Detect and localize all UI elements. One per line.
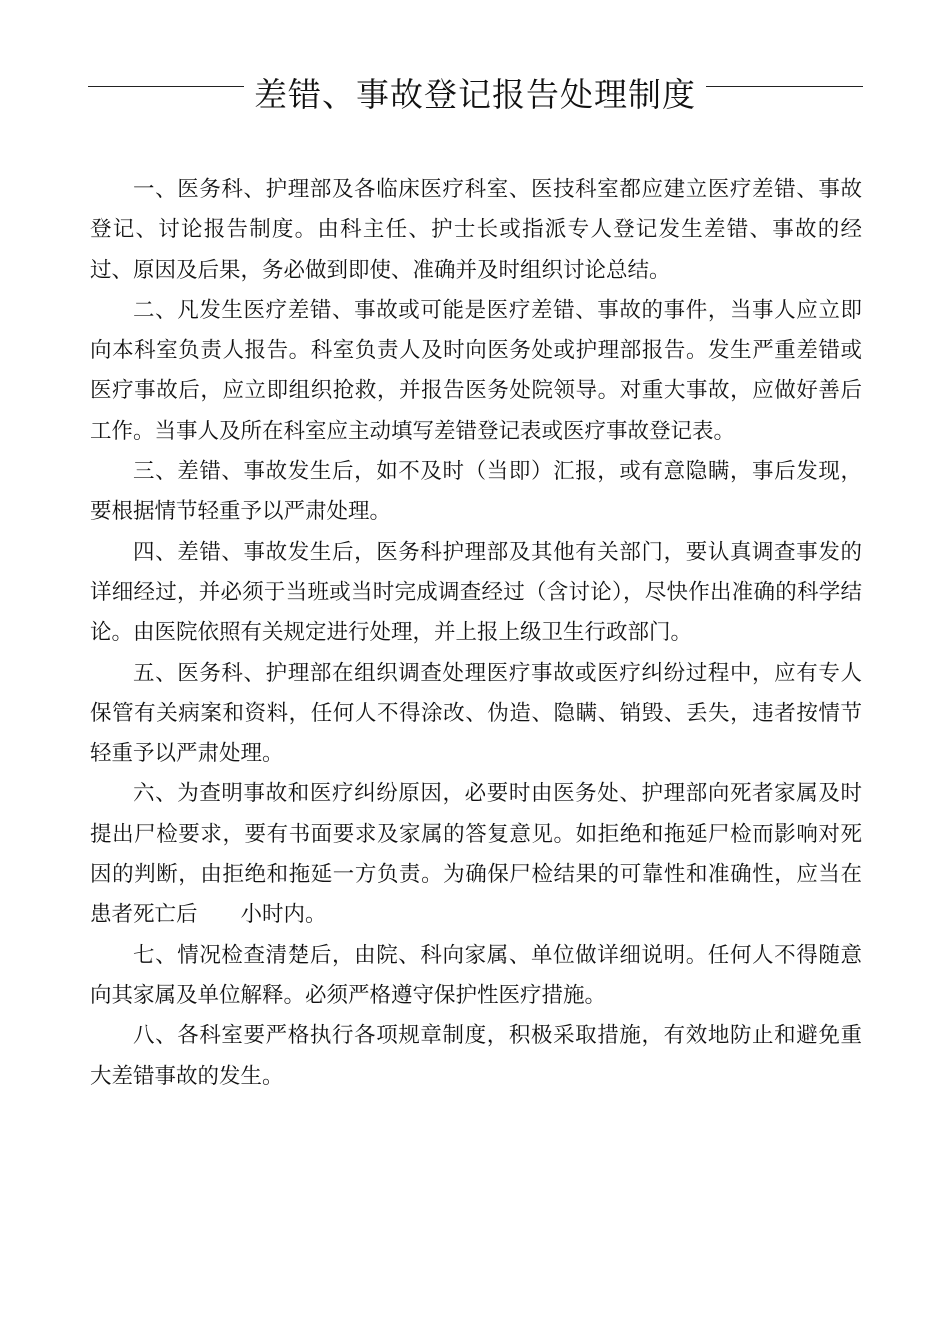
paragraph-3: 三、差错、事故发生后，如不及时（当即）汇报，或有意隐瞒，事后发现，要根据情节轻重予以严肃处理。 <box>90 459 862 525</box>
document-title <box>0 72 950 118</box>
paragraph-1: 一、医务科、护理部及各临床医疗科室、医技科室都应建立医疗差错、事故登记、讨论报告制度。由科主任、护士长或指派专人登记发生差错、事故的经过、原因及后果，务必做到即使、准确并及时组织讨论总结。 <box>90 177 862 283</box>
document-body <box>90 170 862 1097</box>
paragraph-7: 七、情况检查清楚后，由院、科向家属、单位做详细说明。任何人不得随意向其家属及单位解释。必须严格遵守保护性医疗措施。 <box>90 942 862 1008</box>
paragraph-4: 四、差错、事故发生后，医务科护理部及其他有关部门，要认真调查事发的详细经过，并必须于当班或当时完成调查经过（含讨论），尽快作出准确的科学结论。由医院依照有关规定进行处理，并上报上级卫生行政部门。 <box>90 539 862 646</box>
paragraph-6: 六、为查明事故和医疗纠纷原因，必要时由医务处、护理部向死者家属及时提出尸检要求，要有书面要求及家属的答复意见。如拒绝和拖延尸检而影响对死因的判断，由拒绝和拖延一方负责。为确保尸检结果的可靠性和准确性，应当在患者死亡后 小时内。 <box>90 781 862 928</box>
paragraph-2: 二、凡发生医疗差错、事故或可能是医疗差错、事故的事件，当事人应立即向本科室负责人报告。科室负责人及时向医务处或护理部报告。发生严重差错或医疗事故后，应立即组织抢救，并报告医务处院领导。对重大事故，应做好善后工作。当事人及所在科室应主动填写差错登记表或医疗事故登记表。 <box>90 297 862 444</box>
paragraph-8: 八、各科室要严格执行各项规章制度，积极采取措施，有效地防止和避免重大差错事故的发生。 <box>90 1023 862 1089</box>
paragraph-5: 五、医务科、护理部在组织调查处理医疗事故或医疗纠纷过程中，应有专人保管有关病案和资料，任何人不得涂改、伪造、隐瞒、销毁、丢失，违者按情节轻重予以严肃处理。 <box>90 660 862 767</box>
document-title-text: 差错、事故登记报告处理制度 <box>244 75 706 114</box>
